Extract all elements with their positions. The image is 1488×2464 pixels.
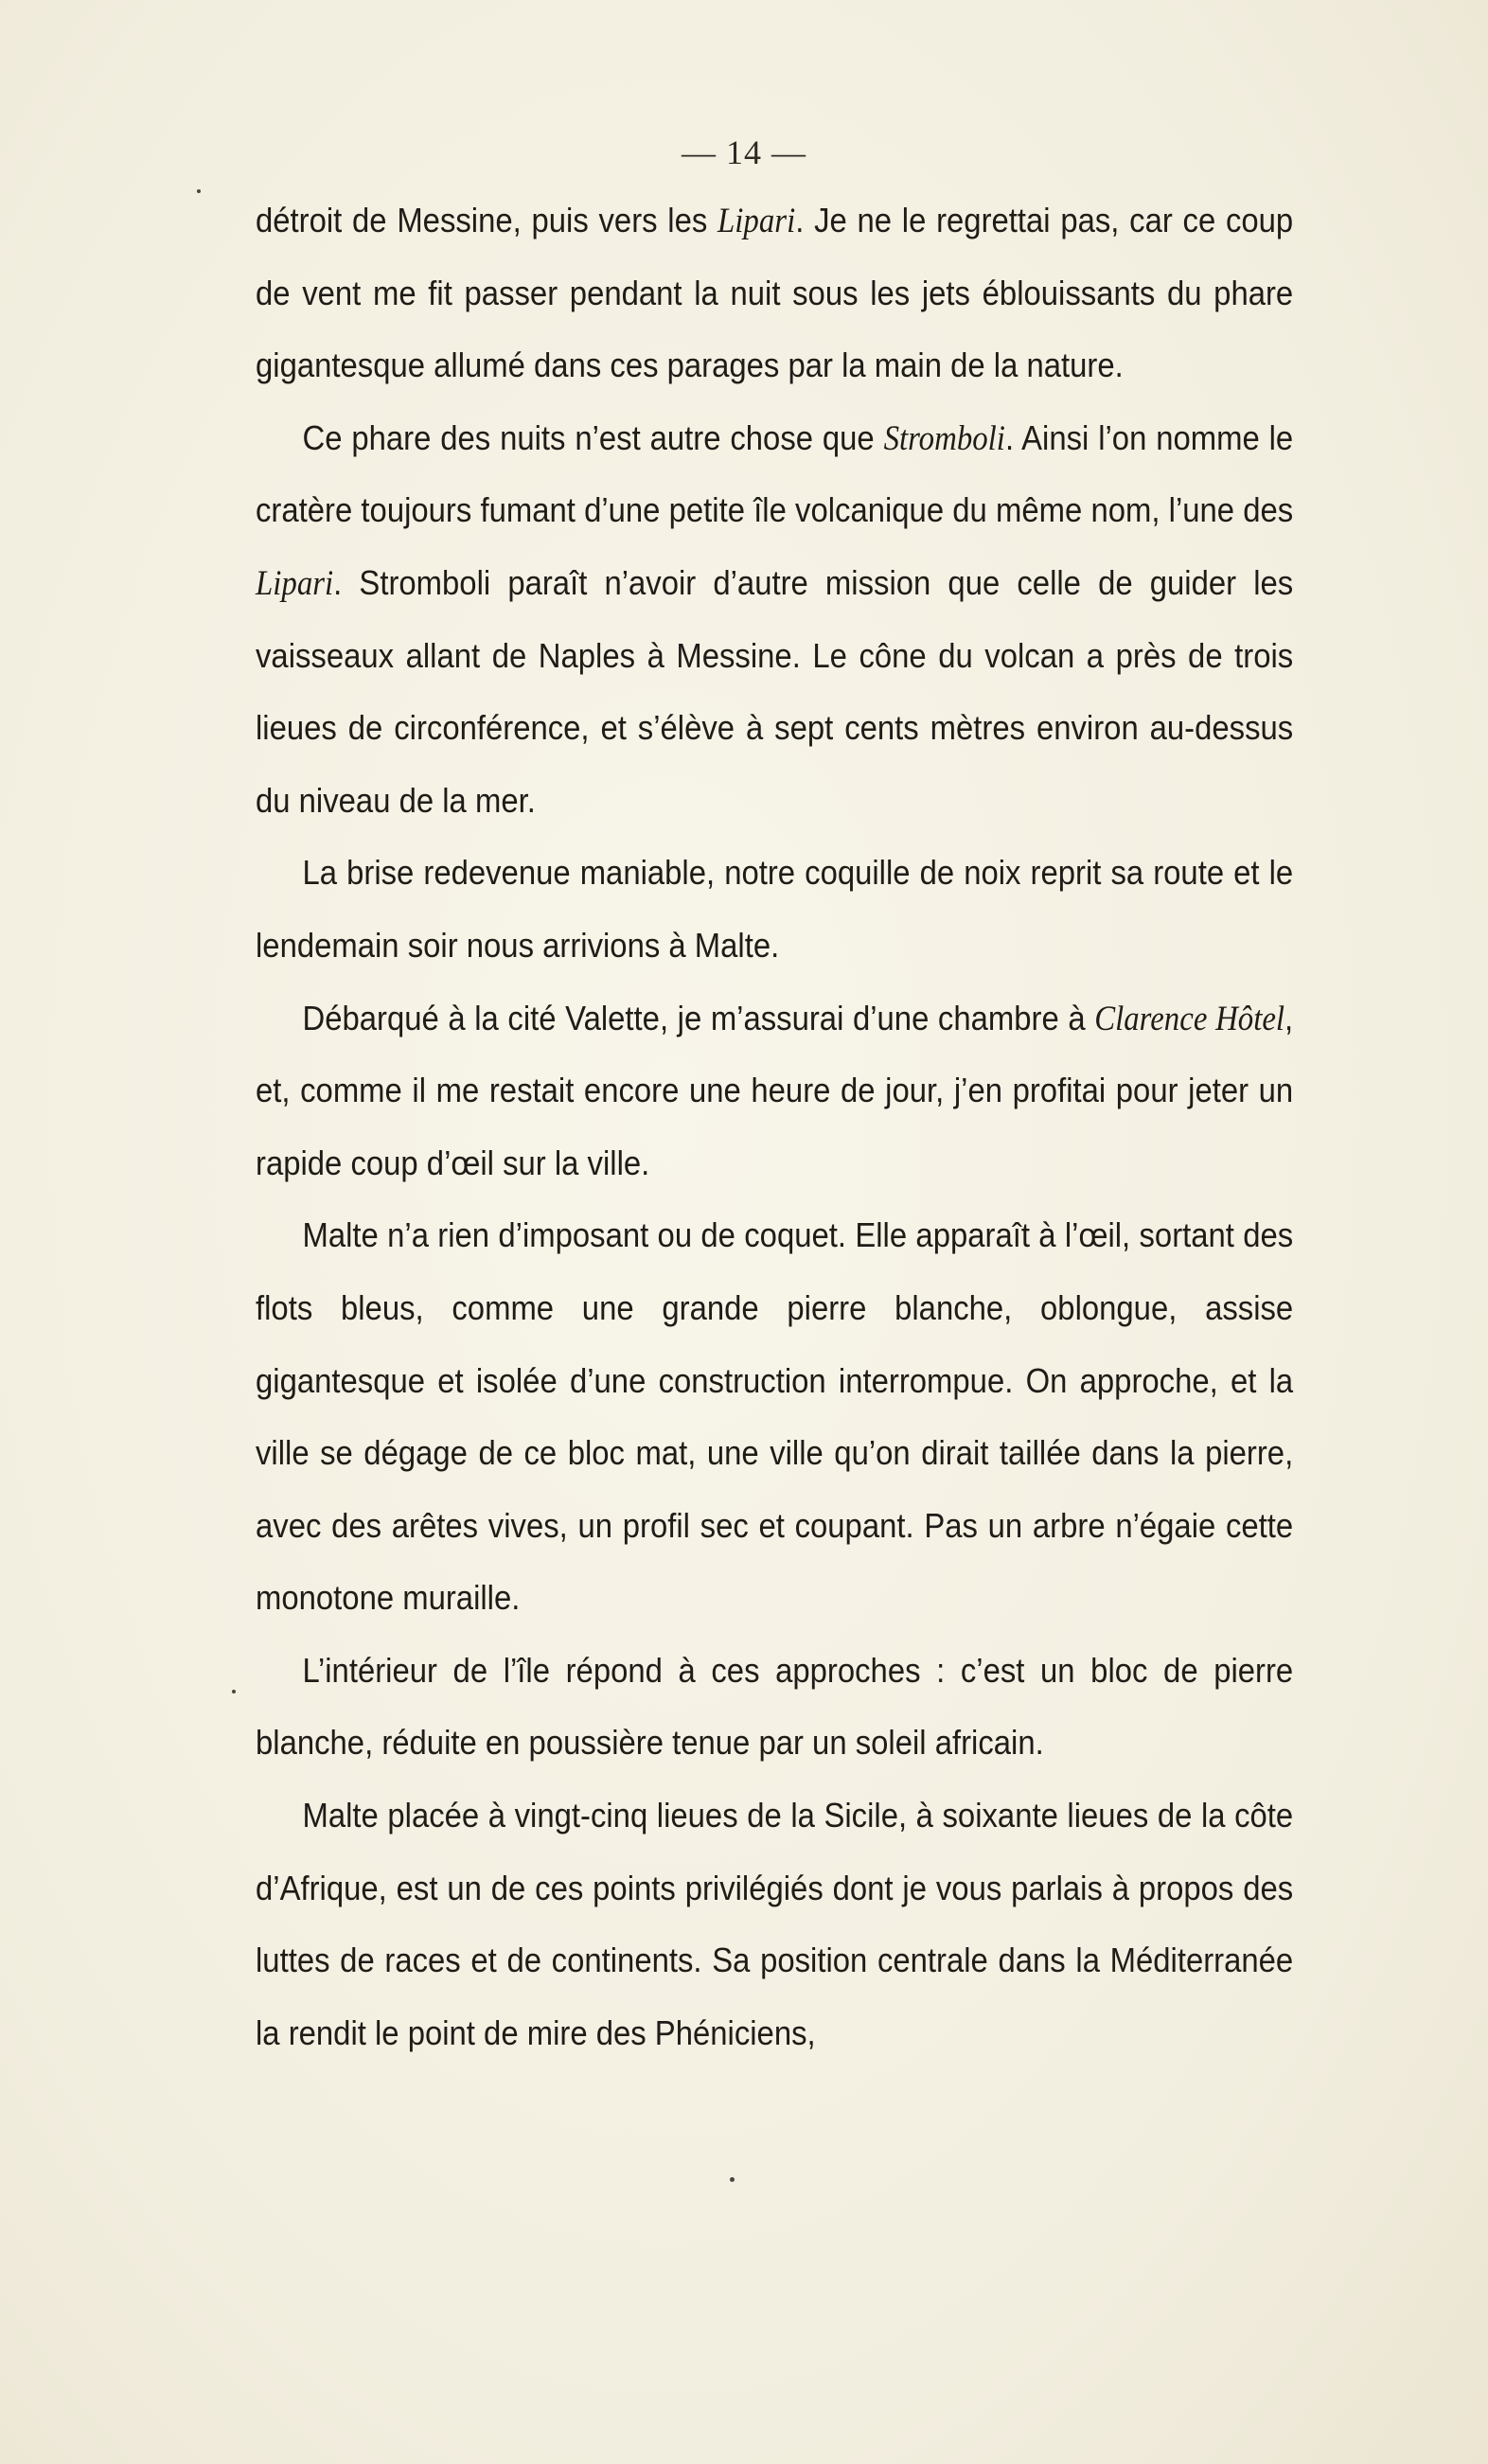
paragraph: [256, 837, 1293, 982]
text-run: . Je ne le regrettai pas, car ce coup de vent me fit passer pendant la nuit sous les jets éblouissants du phare gigantesque allumé dans ces parages par la main de la nature.: [256, 201, 1294, 385]
italic-text: Clarence Hôtel: [1094, 998, 1285, 1037]
text-run: Débarqué à la cité Valette, je m’assurai d’une chambre à: [302, 998, 1095, 1037]
italic-text: Lipari: [717, 201, 796, 239]
text-run: . Ainsi l’on nomme le cratère toujours fumant d’une petite île volcanique du même nom, l’une des: [256, 417, 1294, 530]
text-run: La brise redevenue maniable, notre coquille de noix reprit sa route et le lendemain soir nous arrivions à Malte.: [256, 853, 1294, 965]
page-number: — 14 —: [682, 133, 806, 171]
text-run: Malte n’a rien d’imposant ou de coquet. Elle apparaît à l’œil, sortant des flots bleus, comme une grande pierre blanche, oblongue, assise gigantesque et isolée d’une construction interrompue. On approche, et la ville se dégage de ce bloc mat, une ville qu’on dirait taillée dans la pierre, avec des arêtes vives, un profil sec et coupant. Pas un arbre n’égaie cette monotone muraille.: [256, 1215, 1294, 1618]
text-run: Ce phare des nuits n’est autre chose que: [302, 417, 884, 457]
paragraph: [256, 185, 1293, 402]
text-run: L’intérieur de l’île répond à ces approches : c’est un bloc de pierre blanche, réduite en poussière tenue par un soleil africain.: [256, 1650, 1294, 1763]
paragraph: [256, 1780, 1293, 2069]
paragraph: [256, 983, 1293, 1200]
text-run: . Stromboli paraît n’avoir d’autre mission que celle de guider les vaisseaux allant de Naples à Messine. Le cône du volcan a près de trois lieues de circonférence, et s’élève à sept cents mètres environ au-dessus du niveau de la mer.: [256, 562, 1294, 820]
italic-text: Lipari: [256, 562, 334, 602]
ink-speck: [232, 1690, 236, 1693]
ink-speck: [730, 2177, 735, 2182]
body-text: [256, 185, 1293, 2069]
text-run: , et, comme il me restait encore une heure de jour, j’en profitai pour jeter un rapide coup d’œil sur la ville.: [256, 998, 1294, 1182]
paragraph: [256, 1199, 1293, 1635]
ink-speck: [197, 189, 201, 193]
text-run: détroit de Messine, puis vers les: [256, 201, 718, 239]
paragraph: [256, 1635, 1293, 1780]
text-run: Malte placée à vingt-cinq lieues de la Sicile, à soixante lieues de la côte d’Afrique, est un de ces points privilégiés dont je vous parlais à propos des luttes de races et de continents. Sa position centrale dans la Méditerranée la rendit le point de mire des Phéniciens,: [256, 1796, 1294, 2052]
italic-text: Stromboli: [883, 417, 1005, 457]
paragraph: [256, 402, 1293, 838]
